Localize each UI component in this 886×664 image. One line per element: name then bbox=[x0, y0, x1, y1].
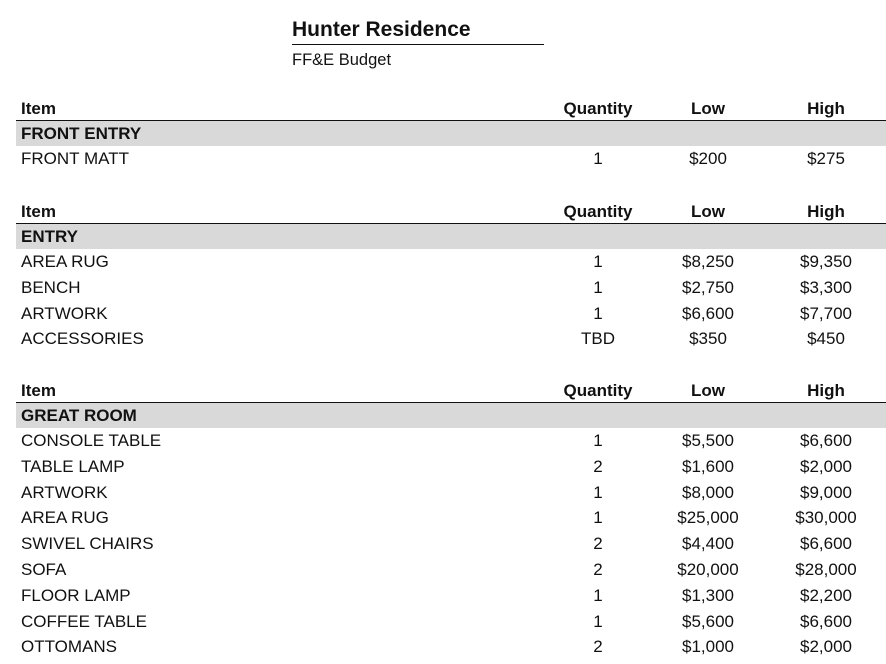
item-low: $1,300 bbox=[682, 585, 734, 605]
section-entry bbox=[16, 199, 886, 352]
table-row bbox=[16, 428, 886, 454]
column-header-high: High bbox=[807, 381, 845, 400]
item-quantity: 1 bbox=[593, 611, 603, 631]
item-quantity: 1 bbox=[593, 585, 603, 605]
column-header-item: Item bbox=[21, 99, 56, 118]
group-header bbox=[16, 403, 886, 428]
group-header bbox=[16, 121, 886, 146]
item-quantity: 2 bbox=[593, 534, 603, 554]
item-low: $25,000 bbox=[677, 508, 739, 528]
item-high: $2,000 bbox=[800, 456, 852, 476]
item-high: $6,600 bbox=[800, 431, 852, 450]
item-high: $9,000 bbox=[800, 482, 852, 502]
item-high: $450 bbox=[807, 329, 845, 349]
column-header-low: Low bbox=[691, 99, 725, 118]
column-header-row bbox=[16, 378, 886, 403]
column-header-low: Low bbox=[691, 202, 725, 221]
table-row bbox=[16, 301, 886, 327]
group-name: FRONT ENTRY bbox=[21, 124, 142, 143]
item-name: BENCH bbox=[21, 277, 81, 297]
item-quantity: 1 bbox=[593, 303, 603, 323]
table-row bbox=[16, 609, 886, 635]
column-header-item: Item bbox=[21, 202, 56, 221]
column-header-quantity: Quantity bbox=[563, 99, 633, 118]
document-title: Hunter Residence bbox=[292, 16, 544, 45]
item-name: AREA RUG bbox=[21, 252, 109, 271]
column-header-item: Item bbox=[21, 381, 56, 400]
item-quantity: 1 bbox=[593, 508, 603, 528]
item-high: $7,700 bbox=[800, 303, 852, 323]
item-name: FRONT MATT bbox=[21, 149, 129, 168]
item-high: $28,000 bbox=[795, 559, 857, 579]
item-low: $2,750 bbox=[682, 277, 734, 297]
item-low: $350 bbox=[689, 329, 727, 349]
table-row bbox=[16, 146, 886, 172]
item-quantity: 1 bbox=[593, 277, 603, 297]
group-name: GREAT ROOM bbox=[21, 406, 137, 425]
item-high: $6,600 bbox=[800, 611, 852, 631]
item-quantity: 2 bbox=[593, 637, 603, 657]
column-header-low: Low bbox=[691, 381, 725, 400]
item-name: TABLE LAMP bbox=[21, 456, 125, 476]
title-block bbox=[292, 16, 544, 73]
item-low: $1,000 bbox=[682, 637, 734, 657]
item-name: OTTOMANS bbox=[21, 637, 118, 657]
table-row bbox=[16, 454, 886, 480]
item-high: $9,350 bbox=[800, 252, 852, 271]
item-high: $3,300 bbox=[800, 277, 852, 297]
table-row bbox=[16, 275, 886, 301]
item-high: $30,000 bbox=[795, 508, 857, 528]
item-name: AREA RUG bbox=[21, 508, 109, 528]
group-header bbox=[16, 224, 886, 249]
table-row bbox=[16, 326, 886, 352]
item-quantity: 1 bbox=[593, 482, 603, 502]
item-name: ARTWORK bbox=[21, 482, 108, 502]
item-quantity: 1 bbox=[593, 431, 603, 450]
table-row bbox=[16, 480, 886, 506]
item-low: $8,000 bbox=[682, 482, 734, 502]
item-name: ACCESSORIES bbox=[21, 329, 144, 349]
table-row bbox=[16, 249, 886, 275]
column-header-quantity: Quantity bbox=[563, 381, 633, 400]
item-name: SWIVEL CHAIRS bbox=[21, 534, 154, 554]
table-row bbox=[16, 557, 886, 583]
group-name: ENTRY bbox=[21, 227, 78, 246]
item-low: $6,600 bbox=[682, 303, 734, 323]
table-row bbox=[16, 634, 886, 660]
item-low: $5,600 bbox=[682, 611, 734, 631]
item-low: $4,400 bbox=[682, 534, 734, 554]
item-quantity: 2 bbox=[593, 559, 603, 579]
section-front-entry bbox=[16, 96, 886, 172]
column-header-high: High bbox=[807, 99, 845, 118]
document-subtitle: FF&E Budget bbox=[292, 51, 392, 69]
column-header-row bbox=[16, 96, 886, 121]
section-great-room bbox=[16, 378, 886, 660]
item-quantity: 1 bbox=[593, 149, 603, 168]
table-row bbox=[16, 505, 886, 531]
item-name: SOFA bbox=[21, 559, 67, 579]
item-name: COFFEE TABLE bbox=[21, 611, 147, 631]
item-name: ARTWORK bbox=[21, 303, 108, 323]
item-low: $8,250 bbox=[682, 252, 734, 271]
table-row bbox=[16, 583, 886, 609]
item-low: $200 bbox=[689, 149, 727, 168]
column-header-row bbox=[16, 199, 886, 224]
item-high: $6,600 bbox=[800, 534, 852, 554]
column-header-quantity: Quantity bbox=[563, 202, 633, 221]
item-high: $2,000 bbox=[800, 637, 852, 657]
item-high: $275 bbox=[807, 149, 845, 168]
item-quantity: 1 bbox=[593, 252, 603, 271]
item-low: $5,500 bbox=[682, 431, 734, 450]
item-high: $2,200 bbox=[800, 585, 852, 605]
item-low: $20,000 bbox=[677, 559, 739, 579]
item-name: FLOOR LAMP bbox=[21, 585, 131, 605]
item-name: CONSOLE TABLE bbox=[21, 431, 162, 450]
column-header-high: High bbox=[807, 202, 845, 221]
item-quantity: 2 bbox=[593, 456, 603, 476]
item-low: $1,600 bbox=[682, 456, 734, 476]
table-row bbox=[16, 531, 886, 557]
item-quantity: TBD bbox=[581, 329, 615, 349]
